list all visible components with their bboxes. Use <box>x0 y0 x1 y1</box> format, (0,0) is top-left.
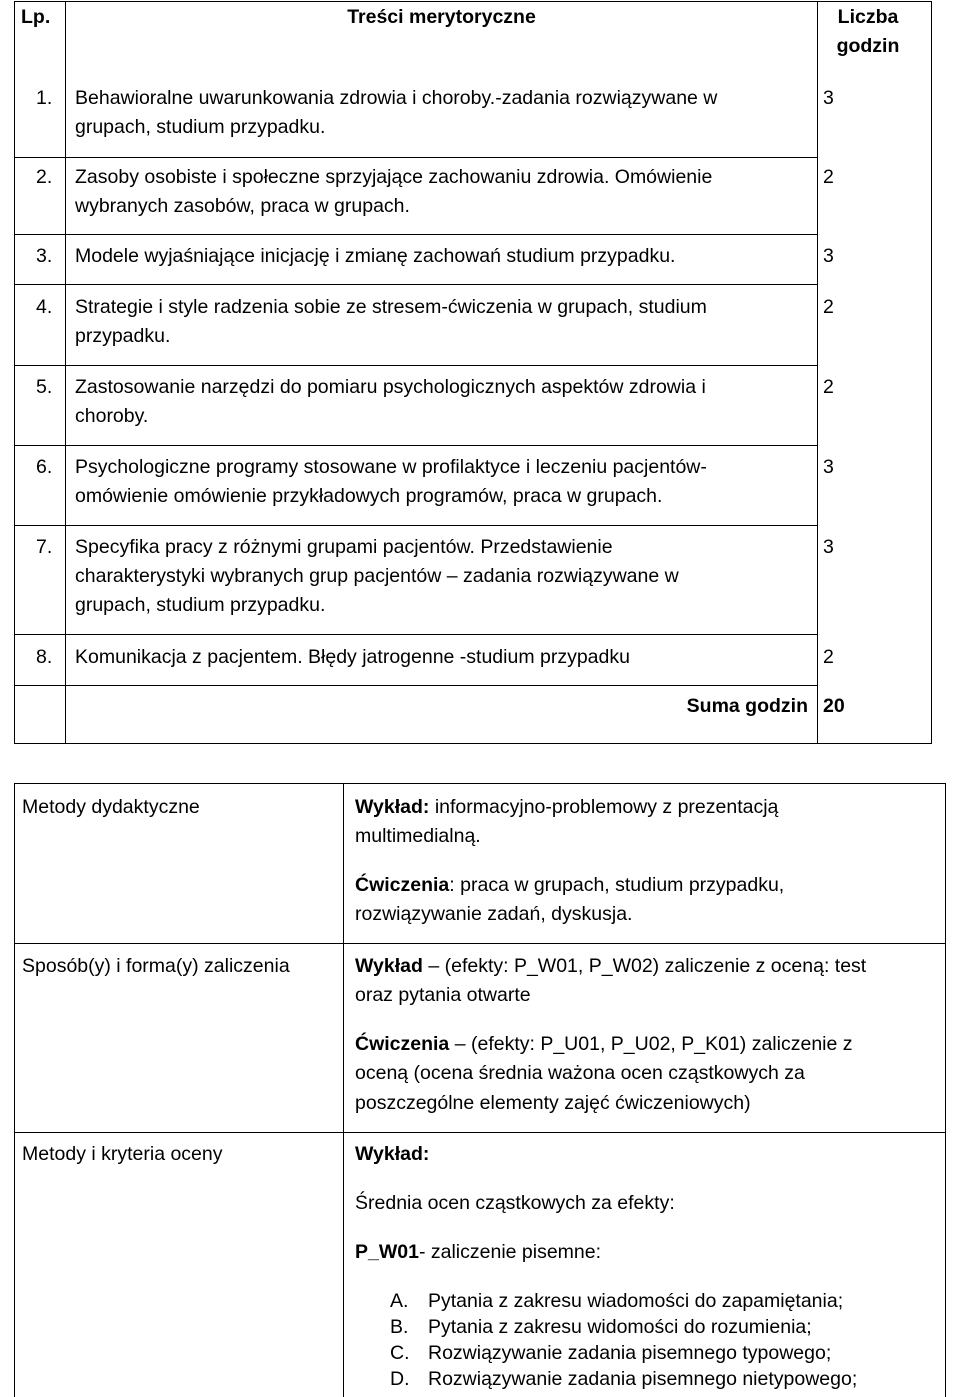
row-content-line: grupach, studium przypadku. <box>75 116 326 138</box>
list-text: Pytania z zakresu wiadomości do zapamiętania; <box>428 1290 844 1312</box>
row-number: 7. <box>36 536 53 558</box>
row-hours: 2 <box>823 646 834 668</box>
row-number: 3. <box>36 245 53 267</box>
row-hours: 3 <box>823 87 834 109</box>
header-lp: Lp. <box>21 6 51 28</box>
row-number: 6. <box>36 456 53 478</box>
row-content-line: Behawioralne uwarunkowania zdrowia i choroby.-zadania rozwiązywane w <box>75 87 718 109</box>
sposob-cw-label: Ćwiczenia <box>355 1033 450 1055</box>
row-content-line: wybranych zasobów, praca w grupach. <box>75 195 410 217</box>
sum-value: 20 <box>823 695 845 717</box>
row-number: 5. <box>36 376 53 398</box>
list-text: Pytania z zakresu widomości do rozumienia; <box>428 1316 812 1338</box>
metody-wyklad-label: Wykład: <box>355 796 430 818</box>
metody-wyklad-line <box>355 793 778 823</box>
list-letter: B. <box>390 1316 409 1338</box>
row-content-line: charakterystyki wybranych grup pacjentów – zadania rozwiązywane w <box>75 565 679 587</box>
row-content-line: Komunikacja z pacjentem. Błędy jatrogenne -studium przypadku <box>75 646 630 668</box>
row-hours: 3 <box>823 456 834 478</box>
kryteria-label: Metody i kryteria oceny <box>22 1143 223 1165</box>
metody-label: Metody dydaktyczne <box>22 796 200 818</box>
row-hours: 2 <box>823 296 834 318</box>
sposob-wyklad-text-line2: oraz pytania otwarte <box>355 984 531 1006</box>
row-content-line: choroby. <box>75 405 149 427</box>
metody-wyklad-text: informacyjno-problemowy z prezentacją <box>429 796 779 818</box>
kryteria-pw01-text: - zaliczenie pisemne: <box>418 1241 602 1263</box>
row-hours: 2 <box>823 166 834 188</box>
sposob-cw-text-line2: oceną (ocena średnia ważona ocen cząstkowych za <box>355 1062 805 1084</box>
metody-cw-line <box>355 871 784 901</box>
kryteria-pw01-label: P_W01 <box>355 1241 419 1263</box>
row-number: 1. <box>36 87 53 109</box>
metody-cw-text: : praca w grupach, studium przypadku, <box>449 874 785 896</box>
row-content-line: przypadku. <box>75 325 171 347</box>
row-content-line: Psychologiczne programy stosowane w profilaktyce i leczeniu pacjentów- <box>75 456 707 478</box>
row-content-line: Strategie i style radzenia sobie ze stresem-ćwiczenia w grupach, studium <box>75 296 707 318</box>
list-text: Rozwiązywanie zadania pisemnego nietypowego; <box>428 1368 858 1390</box>
list-letter: C. <box>390 1342 410 1364</box>
row-hours: 2 <box>823 376 834 398</box>
row-content-line: Zasoby osobiste i społeczne sprzyjające zachowaniu zdrowia. Omówienie <box>75 166 713 188</box>
list-letter: D. <box>390 1368 410 1390</box>
row-content-line: Zastosowanie narzędzi do pomiaru psychologicznych aspektów zdrowia i <box>75 376 706 398</box>
row-number: 4. <box>36 296 53 318</box>
sposob-wyklad-label: Wykład <box>355 955 423 977</box>
row-content-line: Modele wyjaśniające inicjację i zmianę zachowań studium przypadku. <box>75 245 676 267</box>
header-content: Treści merytoryczne <box>347 6 536 28</box>
metody-wyklad-text-line2: multimedialną. <box>355 825 481 847</box>
sposob-cw-text-line3: poszczególne elementy zajęć ćwiczeniowych) <box>355 1092 751 1114</box>
list-text: Rozwiązywanie zadania pisemnego typowego; <box>428 1342 832 1364</box>
metody-cw-text-line2: rozwiązywanie zadań, dyskusja. <box>355 903 633 925</box>
metody-cw-label: Ćwiczenia <box>355 874 450 896</box>
kryteria-pw01-line <box>355 1238 601 1268</box>
sposob-cw-text: – (efekty: P_U01, P_U02, P_K01) zaliczenie z <box>449 1033 853 1055</box>
header-hours-line1: Liczba <box>837 6 899 28</box>
header-hours-line2: godzin <box>836 35 900 57</box>
sposob-wyklad-text: – (efekty: P_W01, P_W02) zaliczenie z oceną: test <box>422 955 867 977</box>
row-hours: 3 <box>823 245 834 267</box>
sum-label: Suma godzin <box>686 695 808 717</box>
row-number: 8. <box>36 646 53 668</box>
sposob-cw-line <box>355 1030 853 1060</box>
row-number: 2. <box>36 166 53 188</box>
row-hours: 3 <box>823 536 834 558</box>
kryteria-wyklad-label: Wykład: <box>355 1143 430 1165</box>
sposob-label: Sposób(y) i forma(y) zaliczenia <box>22 955 290 977</box>
row-content-line: omówienie omówienie przykładowych programów, praca w grupach. <box>75 485 663 507</box>
sposob-wyklad-line <box>355 952 866 982</box>
list-letter: A. <box>390 1290 409 1312</box>
kryteria-srednia: Średnia ocen cząstkowych za efekty: <box>355 1192 675 1214</box>
row-content-line: grupach, studium przypadku. <box>75 594 326 616</box>
row-content-line: Specyfika pracy z różnymi grupami pacjentów. Przedstawienie <box>75 536 613 558</box>
